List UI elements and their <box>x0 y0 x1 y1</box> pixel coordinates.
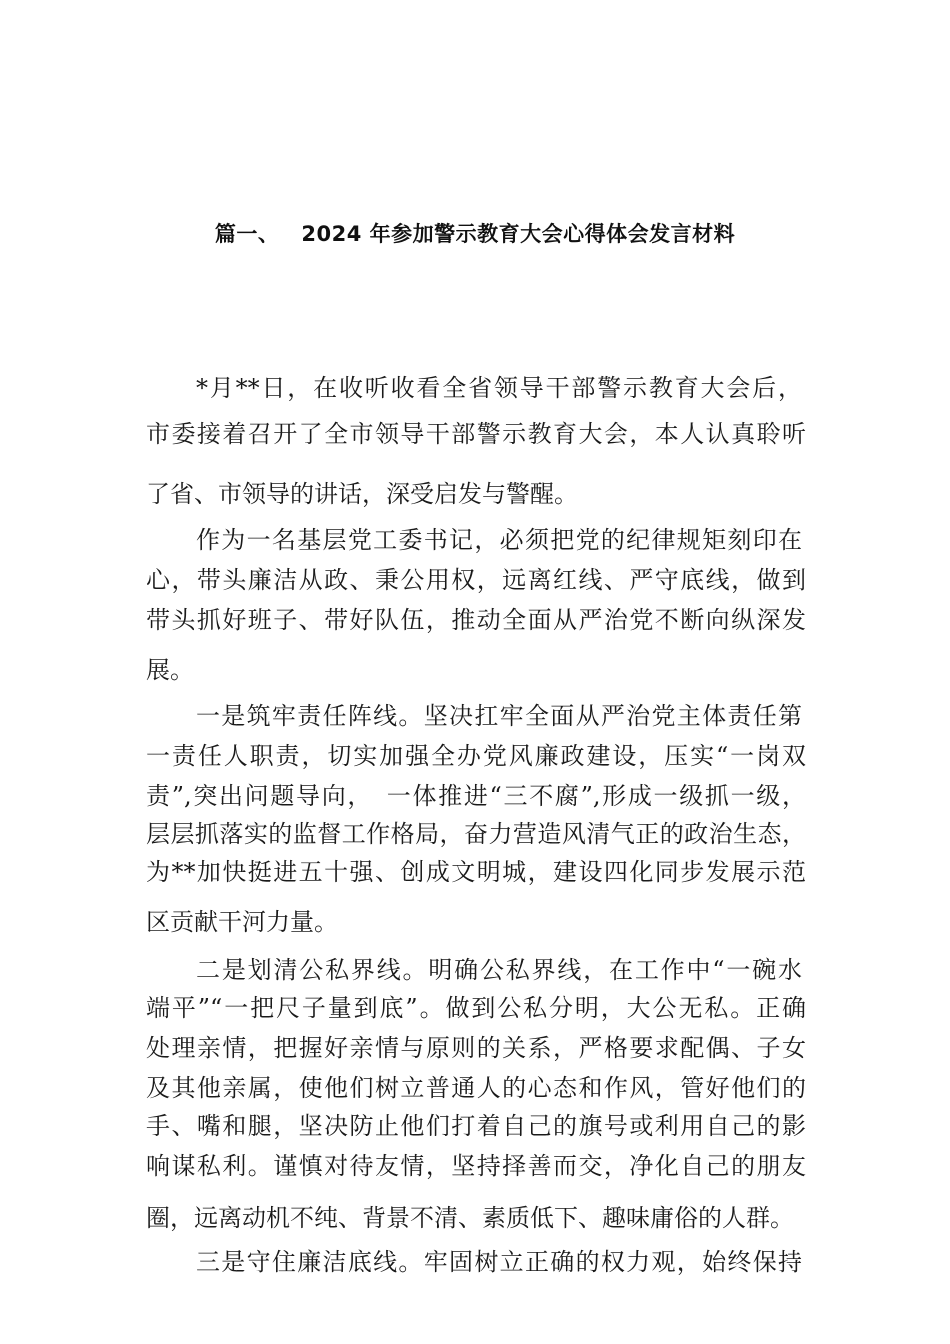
title-main: 2024 年参加警示教育大会心得体会发言材料 <box>301 222 736 246</box>
paragraph-3-line-2: 一责任人职责，切实加强全办党风廉政建设，压实“一岗双 <box>146 742 806 770</box>
paragraph-4-line-1: 二是划清公私界线。明确公私界线，在工作中“一碗水 <box>196 956 802 984</box>
document-title <box>0 219 950 249</box>
paragraph-3-line-1: 一是筑牢责任阵线。坚决扛牢全面从严治党主体责任第 <box>196 702 802 730</box>
paragraph-1-line-1: *月**日，在收听收看全省领导干部警示教育大会后， <box>196 374 802 402</box>
paragraph-2-line-2: 心，带头廉洁从政、秉公用权，远离红线、严守底线，做到 <box>146 566 806 594</box>
paragraph-3-line-3: 责”,突出问题导向， 一体推进“三不腐”,形成一级抓一级， <box>146 782 806 810</box>
paragraph-3-line-4: 层层抓落实的监督工作格局，奋力营造风清气正的政治生态， <box>146 820 806 848</box>
paragraph-1-line-2: 市委接着召开了全市领导干部警示教育大会，本人认真聆听 <box>146 420 806 448</box>
paragraph-4-line-6: 响谋私利。谨慎对待友情，坚持择善而交，净化自己的朋友 <box>146 1152 806 1180</box>
paragraph-3-line-6: 区贡献干河力量。 <box>146 908 338 936</box>
paragraph-4-line-4: 及其他亲属，使他们树立普通人的心态和作风，管好他们的 <box>146 1074 806 1102</box>
paragraph-4-line-7: 圈，远离动机不纯、背景不清、素质低下、趣味庸俗的人群。 <box>146 1204 794 1232</box>
paragraph-2-line-1: 作为一名基层党工委书记，必须把党的纪律规矩刻印在 <box>196 526 802 554</box>
paragraph-4-line-5: 手、嘴和腿，坚决防止他们打着自己的旗号或利用自己的影 <box>146 1112 806 1140</box>
paragraph-5-line-1: 三是守住廉洁底线。牢固树立正确的权力观，始终保持 <box>196 1248 802 1276</box>
title-prefix: 篇一、 <box>214 222 280 246</box>
paragraph-2-line-4: 展。 <box>146 656 194 684</box>
paragraph-4-line-3: 处理亲情，把握好亲情与原则的关系，严格要求配偶、子女 <box>146 1034 806 1062</box>
paragraph-1-line-3: 了省、市领导的讲话，深受启发与警醒。 <box>146 480 578 508</box>
paragraph-4-line-2: 端平”“一把尺子量到底”。做到公私分明，大公无私。正确 <box>146 994 806 1022</box>
paragraph-2-line-3: 带头抓好班子、带好队伍，推动全面从严治党不断向纵深发 <box>146 606 806 634</box>
paragraph-3-line-5: 为**加快挺进五十强、创成文明城，建设四化同步发展示范 <box>146 858 806 886</box>
